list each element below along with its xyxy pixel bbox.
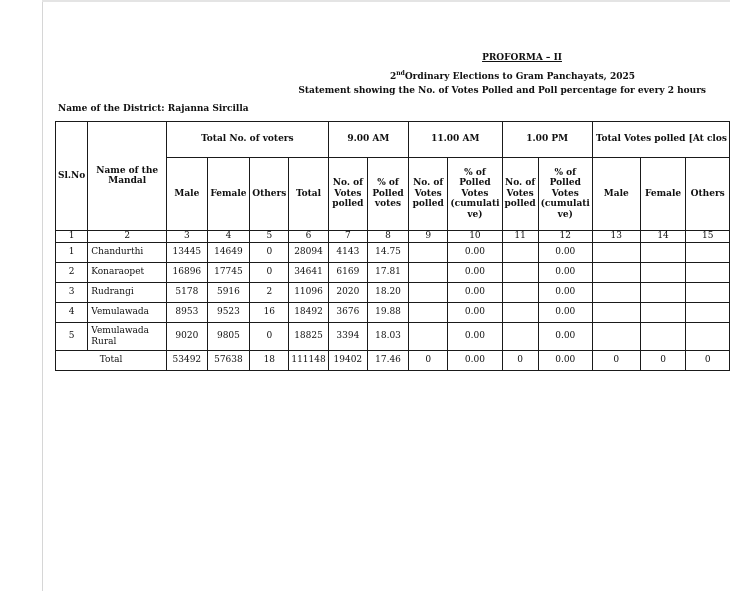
column-number: 11 (502, 231, 538, 243)
cell-close-others (686, 283, 730, 303)
total-total: 111148 (289, 351, 328, 371)
cell-others: 0 (250, 263, 289, 283)
cell-close-male (592, 323, 640, 351)
votes-table (55, 121, 730, 371)
cell-female: 5916 (207, 283, 250, 303)
cell-male: 8953 (167, 303, 208, 323)
cell-11am-votes (409, 303, 448, 323)
cell-total: 34641 (289, 263, 328, 283)
header-9am: 9.00 AM (328, 122, 408, 158)
column-number: 2 (88, 231, 167, 243)
column-number: 9 (409, 231, 448, 243)
cell-close-others (686, 263, 730, 283)
cell-female: 17745 (207, 263, 250, 283)
cell-1pm-votes (502, 263, 538, 283)
cell-close-others (686, 303, 730, 323)
subtitle-text: Ordinary Elections to Gram Panchayats, 2025 (404, 72, 635, 82)
cell-11am-votes (409, 243, 448, 263)
cell-11am-pct: 0.00 (448, 263, 502, 283)
cell-mandal: Rudrangi (88, 283, 167, 303)
total-row (56, 351, 730, 371)
table-row (56, 323, 730, 351)
cell-female: 9805 (207, 323, 250, 351)
header-9am-votes: No. of Votes polled (328, 158, 367, 231)
cell-1pm-pct: 0.00 (538, 283, 592, 303)
cell-1pm-pct: 0.00 (538, 263, 592, 283)
subtitle-ordinal-suffix: nd (396, 70, 405, 77)
total-others: 18 (250, 351, 289, 371)
cell-9am-votes: 6169 (328, 263, 367, 283)
header-9am-pct: % of Polled votes (368, 158, 409, 231)
header-total-polled: Total Votes polled [At clos (592, 122, 729, 158)
header-close-female: Female (640, 158, 686, 231)
page-top-edge (42, 0, 730, 2)
header-male: Male (167, 158, 208, 231)
column-number: 14 (640, 231, 686, 243)
cell-male: 16896 (167, 263, 208, 283)
total-close-male: 0 (592, 351, 640, 371)
total-1pm-pct: 0.00 (538, 351, 592, 371)
header-close-male: Male (592, 158, 640, 231)
total-close-others: 0 (686, 351, 730, 371)
cell-close-male (592, 263, 640, 283)
cell-close-male (592, 243, 640, 263)
cell-1pm-pct: 0.00 (538, 323, 592, 351)
cell-male: 13445 (167, 243, 208, 263)
header-1pm: 1.00 PM (502, 122, 592, 158)
cell-9am-pct: 17.81 (368, 263, 409, 283)
cell-11am-pct: 0.00 (448, 243, 502, 263)
proforma-title: PROFORMA – II (482, 53, 562, 63)
header-1pm-pct: % of Polled Votes (cumulati ve) (538, 158, 592, 231)
cell-mandal: Konaraopet (88, 263, 167, 283)
table-row (56, 303, 730, 323)
subtitle-ordinal: 2 (390, 72, 397, 82)
column-number-row (56, 231, 730, 243)
column-number: 15 (686, 231, 730, 243)
cell-11am-votes (409, 263, 448, 283)
cell-9am-votes: 3394 (328, 323, 367, 351)
header-mandal: Name of the Mandal (88, 122, 167, 231)
total-1pm-votes: 0 (502, 351, 538, 371)
header-female: Female (207, 158, 250, 231)
cell-slno: 5 (56, 323, 88, 351)
cell-total: 28094 (289, 243, 328, 263)
cell-9am-votes: 2020 (328, 283, 367, 303)
cell-mandal: Vemulawada (88, 303, 167, 323)
cell-9am-votes: 4143 (328, 243, 367, 263)
column-number: 5 (250, 231, 289, 243)
cell-others: 0 (250, 243, 289, 263)
cell-close-others (686, 243, 730, 263)
cell-total: 11096 (289, 283, 328, 303)
header-total: Total (289, 158, 328, 231)
column-number: 10 (448, 231, 502, 243)
cell-11am-pct: 0.00 (448, 323, 502, 351)
cell-slno: 2 (56, 263, 88, 283)
cell-female: 9523 (207, 303, 250, 323)
total-label: Total (56, 351, 167, 371)
header-11am: 11.00 AM (409, 122, 502, 158)
cell-female: 14649 (207, 243, 250, 263)
cell-close-male (592, 303, 640, 323)
column-number: 1 (56, 231, 88, 243)
cell-male: 5178 (167, 283, 208, 303)
cell-male: 9020 (167, 323, 208, 351)
column-number: 6 (289, 231, 328, 243)
cell-1pm-votes (502, 323, 538, 351)
cell-1pm-pct: 0.00 (538, 243, 592, 263)
cell-9am-pct: 19.88 (368, 303, 409, 323)
cell-1pm-pct: 0.00 (538, 303, 592, 323)
cell-9am-votes: 3676 (328, 303, 367, 323)
cell-11am-pct: 0.00 (448, 283, 502, 303)
header-11am-votes: No. of Votes polled (409, 158, 448, 231)
total-9am-votes: 19402 (328, 351, 367, 371)
column-number: 13 (592, 231, 640, 243)
cell-others: 16 (250, 303, 289, 323)
cell-close-female (640, 283, 686, 303)
header-total-voters: Total No. of voters (167, 122, 329, 158)
column-number: 3 (167, 231, 208, 243)
cell-close-female (640, 303, 686, 323)
cell-close-female (640, 263, 686, 283)
cell-9am-pct: 18.03 (368, 323, 409, 351)
cell-slno: 3 (56, 283, 88, 303)
cell-close-male (592, 283, 640, 303)
cell-total: 18825 (289, 323, 328, 351)
cell-9am-pct: 14.75 (368, 243, 409, 263)
total-11am-votes: 0 (409, 351, 448, 371)
table-row (56, 243, 730, 263)
cell-1pm-votes (502, 303, 538, 323)
cell-slno: 4 (56, 303, 88, 323)
table-row (56, 283, 730, 303)
total-9am-pct: 17.46 (368, 351, 409, 371)
cell-total: 18492 (289, 303, 328, 323)
cell-9am-pct: 18.20 (368, 283, 409, 303)
column-number: 12 (538, 231, 592, 243)
column-number: 8 (368, 231, 409, 243)
cell-slno: 1 (56, 243, 88, 263)
total-female: 57638 (207, 351, 250, 371)
column-number: 7 (328, 231, 367, 243)
cell-mandal: Vemulawada Rural (88, 323, 167, 351)
column-number: 4 (207, 231, 250, 243)
page-left-edge (42, 0, 43, 591)
statement-title: Statement showing the No. of Votes Polled and Poll percentage for every 2 hours (298, 86, 706, 96)
cell-1pm-votes (502, 283, 538, 303)
cell-close-others (686, 323, 730, 351)
cell-close-female (640, 323, 686, 351)
cell-11am-votes (409, 283, 448, 303)
cell-others: 2 (250, 283, 289, 303)
total-close-female: 0 (640, 351, 686, 371)
header-1pm-votes: No. of Votes polled (502, 158, 538, 231)
total-11am-pct: 0.00 (448, 351, 502, 371)
election-subtitle (390, 70, 635, 82)
header-others: Others (250, 158, 289, 231)
header-slno: Sl.No (56, 122, 88, 231)
cell-11am-pct: 0.00 (448, 303, 502, 323)
header-close-others: Others (686, 158, 730, 231)
total-male: 53492 (167, 351, 208, 371)
cell-1pm-votes (502, 243, 538, 263)
cell-close-female (640, 243, 686, 263)
table-row (56, 263, 730, 283)
header-11am-pct: % of Polled Votes (cumulati ve) (448, 158, 502, 231)
cell-11am-votes (409, 323, 448, 351)
district-name: Name of the District: Rajanna Sircilla (58, 104, 249, 114)
cell-others: 0 (250, 323, 289, 351)
cell-mandal: Chandurthi (88, 243, 167, 263)
